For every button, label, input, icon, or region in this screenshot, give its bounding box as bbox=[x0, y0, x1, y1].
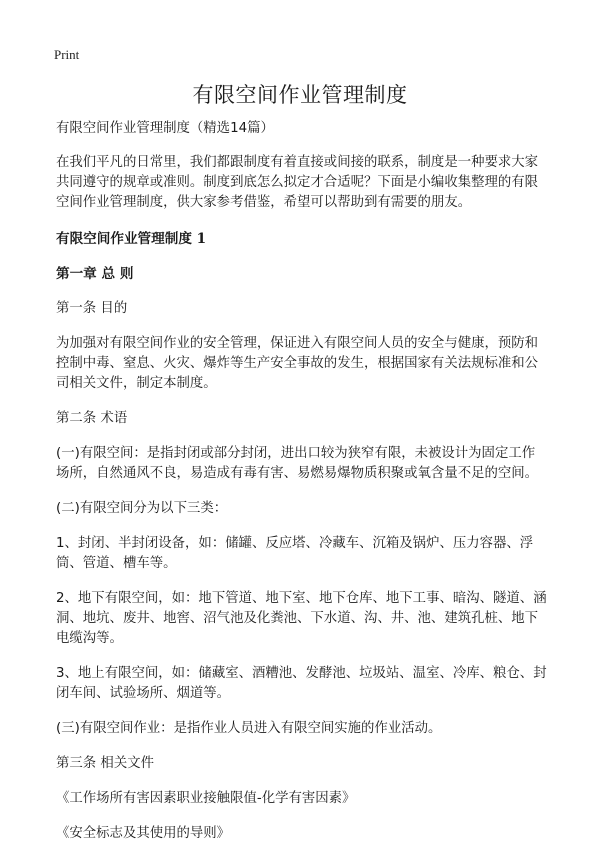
body-paragraph: 为加强对有限空间作业的安全管理，保证进入有限空间人员的安全与健康，预防和控制中毒、窒息、火灾、爆炸等生产安全事故的发生，根据国家有关法规标准和公司相关文件，制定本制度。 bbox=[56, 336, 539, 391]
document-body bbox=[56, 119, 548, 844]
body-paragraph: 2、地下有限空间，如：地下管道、地下室、地下仓库、地下工事、暗沟、隧道、涵洞、地坑、废井、地窖、沼气池及化粪池、下水道、沟、井、池、建筑孔桩、地下电缆沟等。 bbox=[56, 591, 547, 646]
body-paragraph: 在我们平凡的日常里，我们都跟制度有着直接或间接的联系，制度是一种要求大家共同遵守的规章或准则。制度到底怎么拟定才合适呢？下面是小编收集整理的有限空间作业管理制度，供大家参考借鉴，希望可以帮助到有需要的朋友。 bbox=[56, 155, 539, 210]
body-paragraph: (三)有限空间作业：是指作业人员进入有限空间实施的作业活动。 bbox=[56, 721, 442, 736]
body-paragraph: 《安全标志及其使用的导则》 bbox=[56, 826, 231, 841]
body-paragraph: 有限空间作业管理制度（精选14篇） bbox=[56, 121, 274, 136]
body-paragraph: (二)有限空间分为以下三类： bbox=[56, 501, 228, 516]
body-paragraph: 《工作场所有害因素职业接触限值-化学有害因素》 bbox=[56, 791, 356, 806]
body-paragraph: 第一条 目的 bbox=[56, 301, 128, 316]
body-paragraph: 1、封闭、半封闭设备，如：储罐、反应塔、冷藏车、沉箱及锅炉、压力容器、浮筒、管道、槽车等。 bbox=[56, 536, 534, 571]
document-title: 有限空间作业管理制度 bbox=[192, 83, 408, 107]
body-paragraph: 第三条 相关文件 bbox=[56, 756, 154, 771]
print-link[interactable]: Print bbox=[54, 47, 80, 62]
section-heading: 第一章 总 则 bbox=[56, 266, 134, 282]
body-paragraph: 3、地上有限空间，如：储藏室、酒糟池、发酵池、垃圾站、温室、冷库、粮仓、封闭车间、试验场所、烟道等。 bbox=[56, 666, 547, 701]
body-paragraph: (一)有限空间：是指封闭或部分封闭，进出口较为狭窄有限，未被设计为固定工作场所，自然通风不良，易造成有毒有害、易燃易爆物质积聚或氧含量不足的空间。 bbox=[56, 446, 539, 481]
body-paragraph: 第二条 术语 bbox=[56, 411, 128, 426]
section-heading: 有限空间作业管理制度 1 bbox=[56, 231, 207, 247]
